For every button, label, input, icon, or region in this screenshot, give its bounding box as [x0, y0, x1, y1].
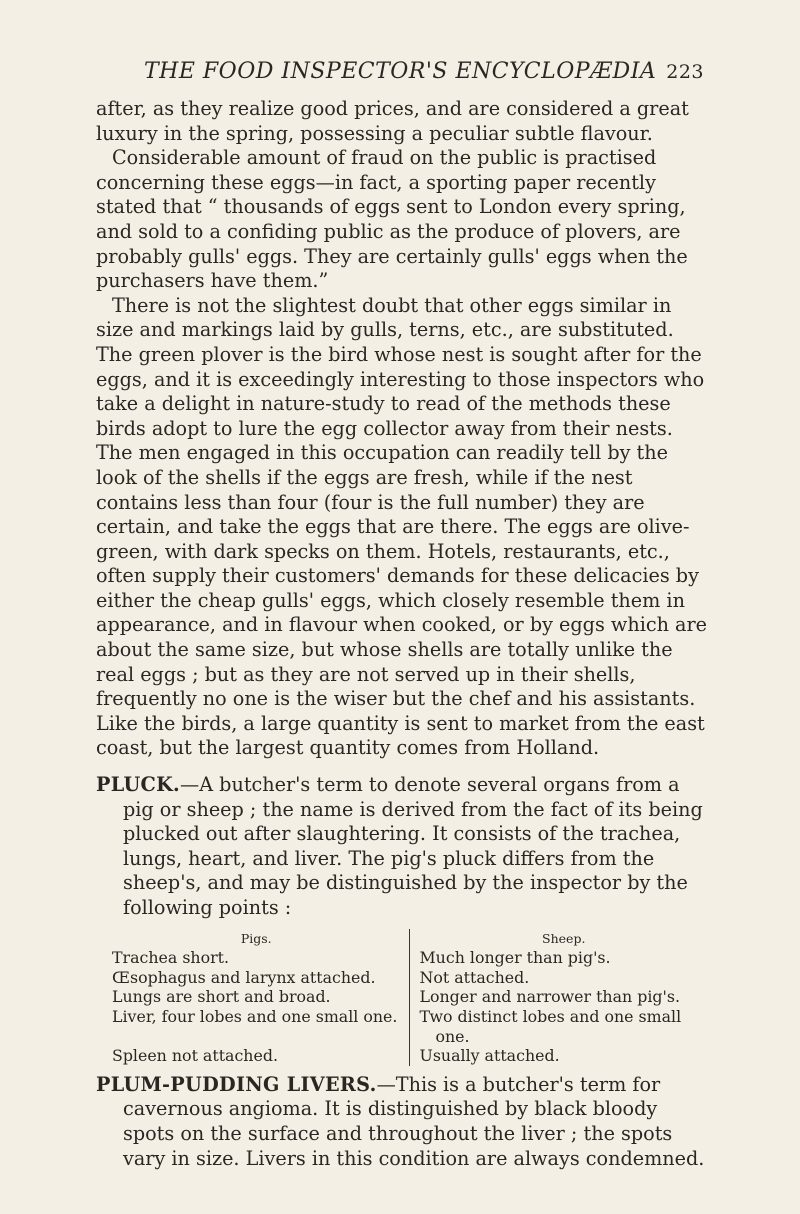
entry-plum-pudding-livers	[96, 1072, 708, 1171]
body-text	[96, 97, 708, 1171]
entry-headword: PLUM-PUDDING LIVERS.	[96, 1072, 377, 1096]
entry-text: —A butcher's term to denote several organs from a pig or sheep ; the name is derived from the fact of its being plucked out after slaughtering. It consists of the trachea, lungs, heart, and liver. The pig's pluck differs from the sheep's, and may be distinguished by the inspector by the following points :	[123, 773, 703, 919]
table-cell: Lungs are short and broad.	[112, 987, 331, 1007]
table-cell: Usually attached.	[419, 1046, 560, 1066]
entry-text: —This is a butcher's term for cavernous angioma. It is distinguished by black bloody spots on the surface and throughout the liver ; the spots vary in size. Livers in this condition are always condemned.	[123, 1072, 705, 1170]
table-cell: Much longer than pig's.	[419, 948, 611, 968]
table-cell: Two distinct lobes and one small one.	[419, 1006, 682, 1046]
entry-pluck	[96, 773, 708, 921]
table-cell: Œsophagus and larynx attached.	[112, 967, 376, 987]
column-heading: Sheep.	[542, 930, 586, 946]
comparison-table	[112, 929, 708, 1066]
table-cell: Not attached.	[419, 967, 530, 987]
paragraph: Considerable amount of fraud on the public is practised concerning these eggs—in fact, a sporting paper recently stated that “ thousands of eggs sent to London every spring, and sold to a confiding public as the produce of plovers, are probably gulls' eggs. They are certainly gulls' eggs when the purchasers have them.”	[96, 146, 688, 293]
table-cell: Spleen not attached.	[112, 1046, 278, 1066]
running-head	[144, 59, 704, 84]
running-title: THE FOOD INSPECTOR'S ENCYCLOPÆDIA	[144, 59, 657, 84]
table-cell: Longer and narrower than pig's.	[419, 987, 680, 1007]
sheep-column	[409, 929, 709, 1066]
paragraph: There is not the slightest doubt that other eggs similar in size and markings laid by gulls, terns, etc., are substituted. The green plover is the bird whose nest is sought after for the eggs, and it is exceedingly interesting to those inspectors who take a delight in nature-study to read of the methods these birds adopt to lure the egg collector away from their nests. The men engaged in this occupation can readily tell by the look of the shells if the eggs are fresh, while if the nest contains less than four (four is the full number) they are certain, and take the eggs that are there. The eggs are olive-green, with dark specks on them. Hotels, restaurants, etc., often supply their customers' demands for these delicacies by either the cheap gulls' eggs, which closely resemble them in appearance, and in flavour when cooked, or by eggs which are about the same size, but whose shells are totally unlike the real eggs ; but as they are not served up in their shells, frequently no one is the wiser but the chef and his assistants. Like the birds, a large quantity is sent to market from the east coast, but the largest quantity comes from Holland.	[96, 293, 708, 760]
table-cell: Liver, four lobes and one small one.	[112, 1006, 398, 1026]
table-cell: Trachea short.	[112, 948, 230, 968]
paragraph: after, as they realize good prices, and are considered a great luxury in the spring, possessing a peculiar subtle flavour.	[96, 97, 689, 145]
entry-headword: PLUCK.	[96, 773, 181, 797]
page-number: 223	[666, 61, 704, 83]
pigs-column	[112, 929, 409, 1066]
column-heading: Pigs.	[240, 930, 272, 946]
